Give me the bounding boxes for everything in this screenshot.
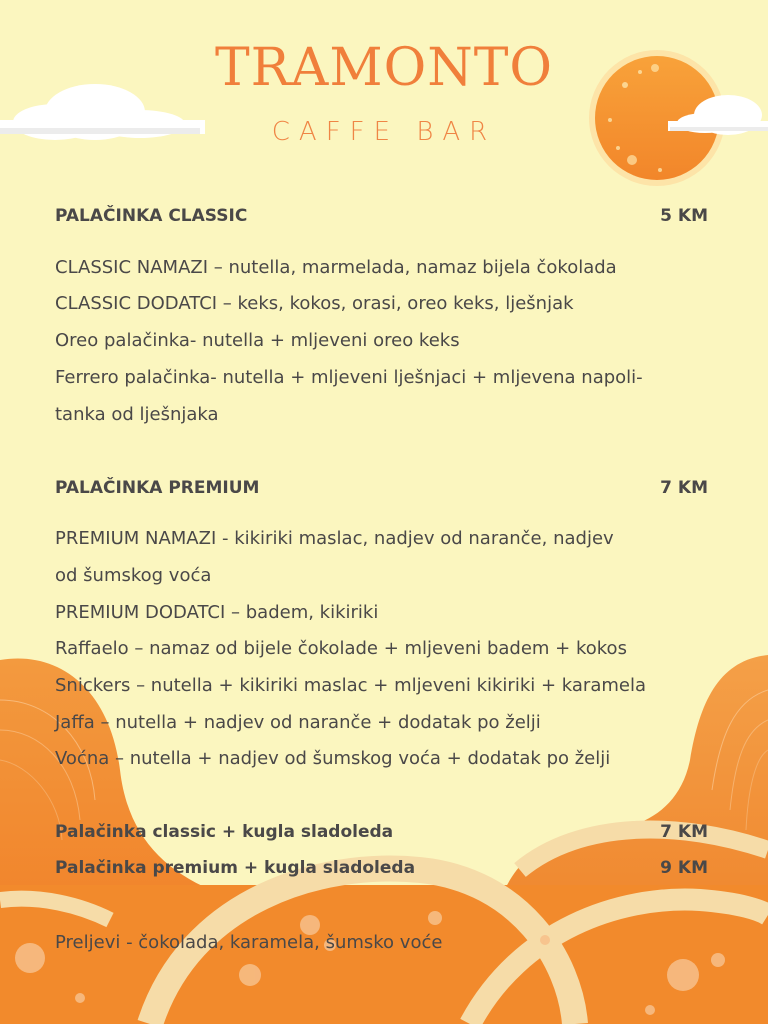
section-classic-price: 5 KM bbox=[660, 206, 708, 226]
brand-title: TRAMONTO bbox=[214, 38, 554, 98]
combo-premium-label: Palačinka premium + kugla sladoleda bbox=[55, 858, 416, 878]
section-classic-header bbox=[55, 206, 708, 226]
section-premium-price: 7 KM bbox=[660, 478, 708, 498]
premium-line-3: PREMIUM DODATCI – badem, kikiriki bbox=[55, 602, 379, 623]
combo-classic bbox=[55, 822, 708, 842]
combo-premium bbox=[55, 858, 708, 878]
combo-classic-price: 7 KM bbox=[660, 822, 708, 842]
section-classic-title: PALAČINKA CLASSIC bbox=[55, 206, 248, 226]
classic-line-4: Ferrero palačinka- nutella + mljeveni lješnjaci + mljevena napoli- bbox=[55, 367, 643, 388]
premium-line-4: Raffaelo – namaz od bijele čokolade + mljeveni badem + kokos bbox=[55, 638, 627, 659]
classic-line-3: Oreo palačinka- nutella + mljeveni oreo keks bbox=[55, 330, 460, 351]
combo-classic-label: Palačinka classic + kugla sladoleda bbox=[55, 822, 394, 842]
premium-line-7: Voćna – nutella + nadjev od šumskog voća + dodatak po želji bbox=[55, 748, 611, 769]
section-premium-header bbox=[55, 478, 708, 498]
classic-line-5: tanka od lješnjaka bbox=[55, 404, 219, 425]
premium-line-5: Snickers – nutella + kikiriki maslac + mljeveni kikiriki + karamela bbox=[55, 675, 646, 696]
combo-premium-price: 9 KM bbox=[660, 858, 708, 878]
classic-line-1: CLASSIC NAMAZI – nutella, marmelada, namaz bijela čokolada bbox=[55, 257, 617, 278]
toppings-line: Preljevi - čokolada, karamela, šumsko voće bbox=[55, 932, 443, 953]
brand-subtitle: CAFFE BAR bbox=[271, 117, 497, 147]
premium-line-6: Jaffa – nutella + nadjev od naranče + dodatak po želji bbox=[55, 712, 541, 733]
classic-line-2: CLASSIC DODATCI – keks, kokos, orasi, oreo keks, lješnjak bbox=[55, 293, 574, 314]
premium-line-1: PREMIUM NAMAZI - kikiriki maslac, nadjev od naranče, nadjev bbox=[55, 528, 614, 549]
section-premium-title: PALAČINKA PREMIUM bbox=[55, 478, 260, 498]
premium-line-2: od šumskog voća bbox=[55, 565, 212, 586]
